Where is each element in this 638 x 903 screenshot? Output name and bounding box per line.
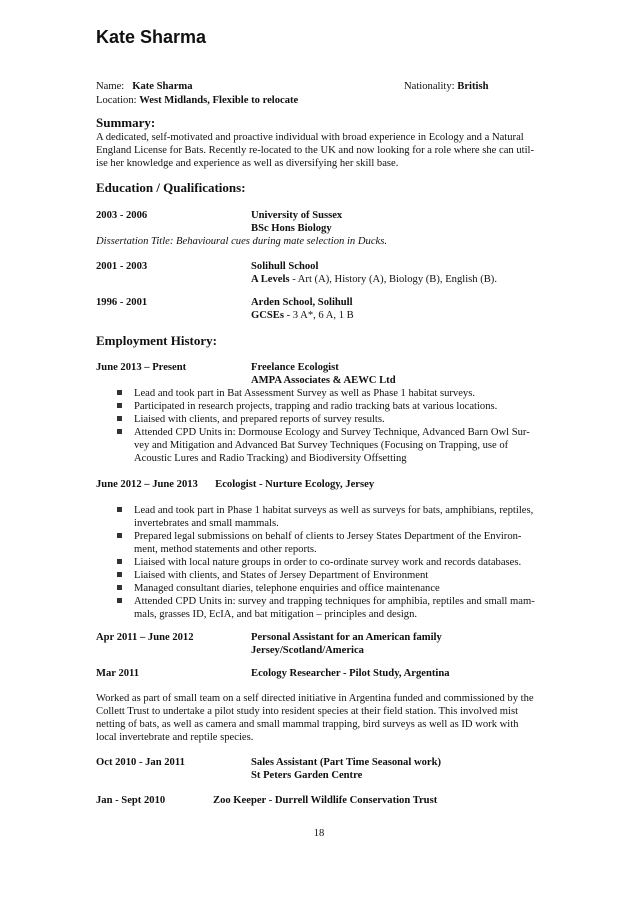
edu-institution: Arden School, Solihull xyxy=(251,297,353,308)
job-dates: June 2013 – Present xyxy=(96,362,187,373)
job-role: Ecology Researcher - Pilot Study, Argentina xyxy=(251,668,450,679)
duty-text: Prepared legal submissions on behalf of clients to Jersey States Department of the Environ- ment, method statements and other reports. xyxy=(134,531,522,555)
job-dates: Mar 2011 xyxy=(96,668,140,679)
edu-qualification-row xyxy=(251,309,354,322)
employment-title: Employment History: xyxy=(96,333,217,348)
job-duties-list xyxy=(117,504,547,621)
bullet-square-icon xyxy=(117,533,122,538)
list-item xyxy=(117,400,547,413)
job-role: Ecologist - Nurture Ecology, Jersey xyxy=(215,479,375,490)
job-dates: Jan - Sept 2010 xyxy=(96,795,166,806)
job-role: Zoo Keeper - Durrell Wildlife Conservation Trust xyxy=(213,795,438,806)
job-organisation: AMPA Associates & AEWC Ltd xyxy=(251,375,396,386)
education-title: Education / Qualifications: xyxy=(96,180,246,195)
edu-qualification: GCSEs xyxy=(251,310,284,321)
bullet-square-icon xyxy=(117,598,122,603)
job-description-line: netting of bats, as well as camera and small mammal trapping, bird surveys as well as ID work with xyxy=(96,719,519,730)
summary-line: England License for Bats. Recently re-located to the UK and now looking for a role where she can util- xyxy=(96,145,535,156)
job-role: Sales Assistant (Part Time Seasonal work) xyxy=(251,757,442,768)
location-label: Location: xyxy=(96,95,137,106)
job-dates: Apr 2011 – June 2012 xyxy=(96,632,194,643)
bullet-square-icon xyxy=(117,559,122,564)
duty-text: Attended CPD Units in: survey and trapping techniques for amphibia, reptiles and small mam- mals, grasses ID, EcIA, and bat mitigation – principles and design. xyxy=(134,596,535,620)
list-item xyxy=(117,569,547,582)
edu-qualification-row xyxy=(251,273,497,286)
name-value: Kate Sharma xyxy=(132,81,193,92)
nationality-value: British xyxy=(457,81,489,92)
summary-line: A dedicated, self-motivated and proactive individual with broad experience in Ecology and a Natural xyxy=(96,132,524,143)
job-header-row xyxy=(96,478,374,491)
duty-text: Attended CPD Units in: Dormouse Ecology and Survey Technique, Advanced Barn Owl Sur- vey and Mitigation and Advanced Bat Survey Techniques (Focusing on Trapping, use of Acoustic Lures and Radio Tracking) and Biodiversity Offsetting xyxy=(134,427,530,464)
edu-grades: - Art (A), History (A), Biology (B), English (B). xyxy=(289,274,497,285)
name-label: Name: xyxy=(96,81,125,92)
edu-grades: - 3 A*, 6 A, 1 B xyxy=(283,310,354,321)
edu-qualification: BSc Hons Biology xyxy=(251,223,332,234)
bullet-square-icon xyxy=(117,572,122,577)
duty-text: Liaised with clients, and prepared reports of survey results. xyxy=(134,414,385,425)
edu-dates: 2003 - 2006 xyxy=(96,210,148,221)
list-item xyxy=(117,387,547,400)
list-item xyxy=(117,426,547,465)
edu-dates: 2001 - 2003 xyxy=(96,261,148,272)
duty-text: Liaised with clients, and States of Jersey Department of Environment xyxy=(134,570,429,581)
job-role: Personal Assistant for an American family xyxy=(251,632,442,643)
nationality-label: Nationality: xyxy=(404,81,455,92)
cv-name-heading: Kate Sharma xyxy=(96,27,207,47)
location-value: West Midlands, Flexible to relocate xyxy=(139,95,299,106)
job-dates: June 2012 – June 2013 xyxy=(96,479,198,490)
duty-text: Managed consultant diaries, telephone enquiries and office maintenance xyxy=(134,583,440,594)
bullet-square-icon xyxy=(117,390,122,395)
list-item xyxy=(117,413,547,426)
list-item xyxy=(117,595,547,621)
duty-text: Participated in research projects, trapping and radio tracking bats at various locations. xyxy=(134,401,498,412)
list-item xyxy=(117,582,547,595)
job-dates: Oct 2010 - Jan 2011 xyxy=(96,757,185,768)
duty-text: Lead and took part in Bat Assessment Survey as well as Phase 1 habitat surveys. xyxy=(134,388,475,399)
job-description-line: Collett Trust to undertake a pilot study into resident species at their field station. This involved mist xyxy=(96,706,519,717)
bullet-square-icon xyxy=(117,403,122,408)
bullet-square-icon xyxy=(117,429,122,434)
edu-dates: 1996 - 2001 xyxy=(96,297,148,308)
job-duties-list xyxy=(117,387,547,465)
edu-institution: Solihull School xyxy=(251,261,319,272)
summary-title: Summary: xyxy=(96,115,156,130)
duty-text: Liaised with local nature groups in order to co-ordinate survey work and records databases. xyxy=(134,557,522,568)
bullet-square-icon xyxy=(117,585,122,590)
bullet-square-icon xyxy=(117,416,122,421)
edu-institution: University of Sussex xyxy=(251,210,343,221)
page-number: 18 xyxy=(313,828,325,839)
nationality-row xyxy=(404,80,488,93)
list-item xyxy=(117,556,547,569)
location-row xyxy=(96,94,298,107)
job-description-line: Worked as part of small team on a self directed initiative in Argentina funded and commissioned by the xyxy=(96,693,534,704)
duty-text: Lead and took part in Phase 1 habitat surveys as well as surveys for bats, amphibians, reptiles, invertebrates and small mammals. xyxy=(134,505,534,529)
job-role: Freelance Ecologist xyxy=(251,362,339,373)
job-organisation: St Peters Garden Centre xyxy=(251,770,363,781)
bullet-square-icon xyxy=(117,507,122,512)
job-organisation: Jersey/Scotland/America xyxy=(251,645,364,656)
list-item xyxy=(117,504,547,530)
list-item xyxy=(117,530,547,556)
edu-dissertation-note: Dissertation Title: Behavioural cues during mate selection in Ducks. xyxy=(96,236,387,247)
name-row xyxy=(96,80,193,93)
edu-qualification: A Levels xyxy=(251,274,290,285)
job-description-line: local invertebrate and reptile species. xyxy=(96,732,254,743)
summary-line: ise her knowledge and experience as well as diversifying her skill base. xyxy=(96,158,399,169)
